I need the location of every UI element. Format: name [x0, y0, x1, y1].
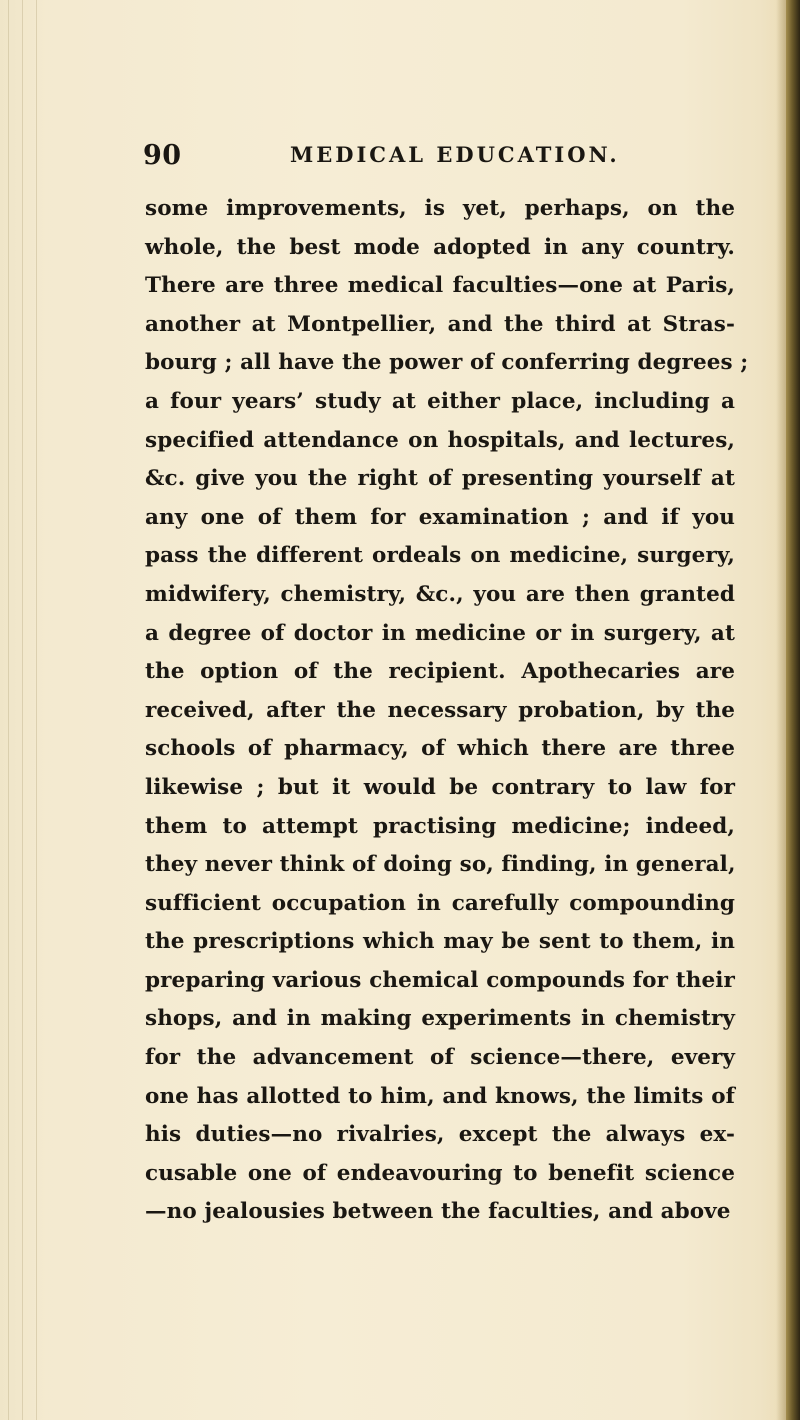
text-line: a four years’ study at either place, including a	[145, 388, 735, 414]
text-line: they never think of doing so, finding, in general,	[145, 852, 736, 878]
page-edge-line	[8, 0, 9, 1420]
text-line: some improvements, is yet, perhaps, on the	[145, 196, 735, 221]
text-line: a degree of doctor in medicine or in surgery, at	[145, 620, 735, 646]
page-header	[143, 140, 743, 180]
text-line: the prescriptions which may be sent to them, in	[145, 929, 735, 955]
text-line: —no jealousies between the faculties, and above	[145, 1199, 731, 1225]
page-edge-line	[22, 0, 23, 1420]
text-line: bourg ; all have the power of conferring degrees ;	[145, 350, 749, 376]
text-line: preparing various chemical compounds for their	[145, 967, 735, 993]
text-line: specified attendance on hospitals, and lectures,	[145, 427, 735, 453]
page-number: 90	[143, 140, 182, 171]
book-binding-edge	[786, 0, 800, 1420]
text-line: pass the different ordeals on medicine, surgery,	[145, 543, 735, 569]
text-line: one has allotted to him, and knows, the limits of	[145, 1083, 735, 1109]
running-head: MEDICAL EDUCATION.	[290, 142, 620, 167]
text-line: cusable one of endeavouring to benefit science	[145, 1160, 735, 1186]
text-line: for the advancement of science—there, every	[145, 1045, 735, 1071]
text-line: midwifery, chemistry, &c., you are then granted	[145, 581, 735, 607]
text-line: whole, the best mode adopted in any country.	[145, 234, 735, 260]
text-line: sufficient occupation in carefully compounding	[145, 890, 735, 916]
text-line: &c. give you the right of presenting yourself at	[145, 466, 735, 492]
body-text	[145, 190, 749, 1232]
text-line: another at Montpellier, and the third at Stras-	[145, 311, 735, 337]
text-line: likewise ; but it would be contrary to law for	[145, 774, 735, 800]
text-line: his duties—no rivalries, except the always ex-	[145, 1122, 735, 1148]
binding-shadow	[776, 0, 786, 1420]
text-line: shops, and in making experiments in chemistry	[145, 1006, 735, 1032]
text-line: There are three medical faculties—one at Paris,	[145, 273, 735, 299]
text-line: received, after the necessary probation, by the	[145, 697, 735, 723]
text-line: any one of them for examination ; and if you	[145, 504, 735, 530]
text-line: them to attempt practising medicine; indeed,	[145, 813, 735, 839]
text-line: the option of the recipient. Apothecaries are	[145, 659, 735, 685]
text-line: schools of pharmacy, of which there are three	[145, 736, 735, 762]
page-edge-line	[36, 0, 37, 1420]
